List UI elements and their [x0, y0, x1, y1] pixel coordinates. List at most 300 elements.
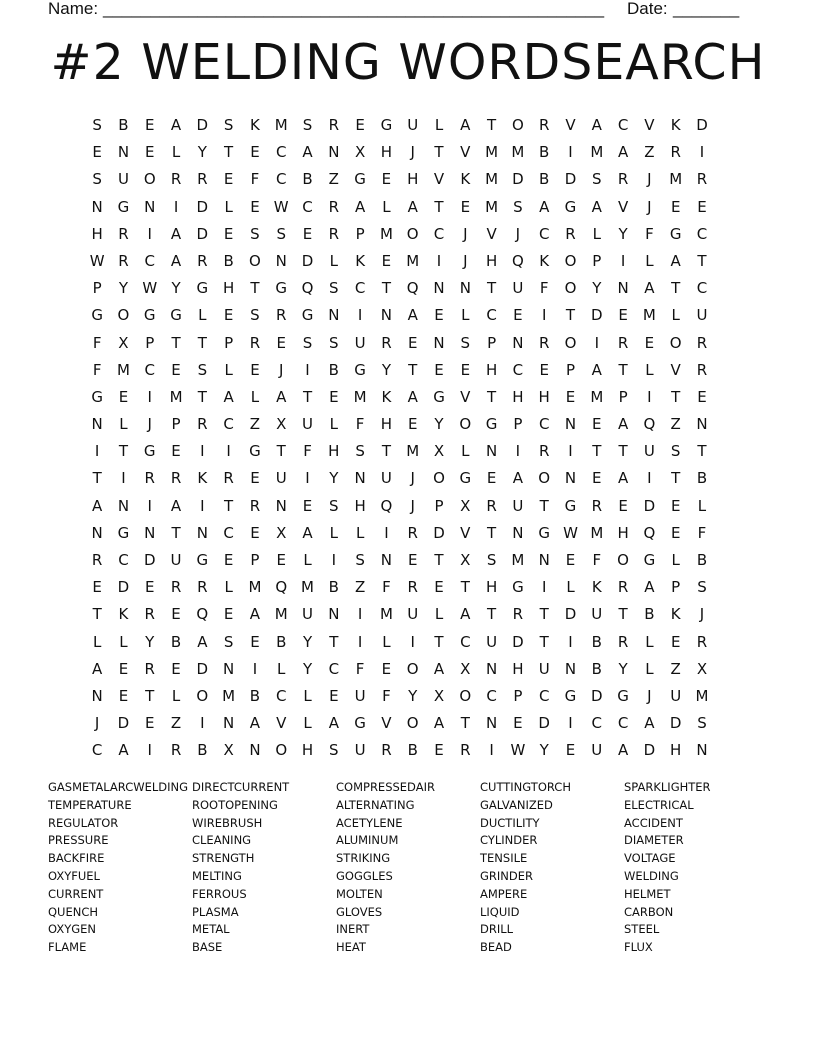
grid-letter: F: [303, 442, 312, 461]
grid-letter: E: [118, 387, 129, 406]
grid-letter: R: [696, 360, 708, 379]
grid-letter: G: [196, 279, 209, 298]
grid-letter: X: [433, 686, 445, 705]
grid-letter: G: [354, 360, 366, 379]
grid-letter: T: [539, 632, 549, 651]
word-list-item: FLAME: [48, 940, 87, 955]
grid-letter: A: [170, 224, 182, 243]
grid-letter: U: [591, 741, 603, 760]
grid-letter: T: [671, 469, 681, 488]
word-list-item: DUCTILITY: [480, 815, 540, 830]
grid-letter: Z: [644, 143, 655, 162]
grid-letter: R: [670, 143, 681, 162]
grid-letter: E: [670, 197, 681, 216]
grid-letter: I: [647, 469, 652, 488]
grid-letter: E: [145, 143, 155, 162]
grid-letter: A: [223, 387, 234, 406]
grid-letter: B: [276, 632, 287, 651]
grid-letter: L: [277, 659, 286, 678]
grid-letter: T: [460, 578, 470, 597]
word-list-item: STRENGTH: [192, 851, 255, 866]
grid-letter: L: [119, 632, 128, 651]
grid-letter: D: [643, 496, 656, 515]
grid-letter: N: [328, 143, 340, 162]
grid-letter: A: [302, 143, 313, 162]
grid-letter: I: [200, 442, 205, 461]
grid-letter: Y: [592, 279, 602, 298]
grid-letter: Y: [145, 632, 155, 651]
grid-letter: C: [512, 360, 524, 379]
grid-letter: E: [171, 442, 181, 461]
grid-letter: P: [355, 224, 365, 243]
grid-letter: M: [248, 578, 262, 597]
grid-letter: C: [91, 741, 103, 760]
grid-letter: K: [539, 251, 550, 270]
word-list-item: CYLINDER: [480, 833, 538, 848]
grid-letter: L: [303, 686, 312, 705]
grid-letter: T: [618, 442, 628, 461]
grid-letter: G: [459, 469, 472, 488]
grid-letter: E: [434, 578, 444, 597]
grid-letter: E: [460, 360, 471, 379]
word-list-item: BACKFIRE: [48, 851, 105, 866]
grid-letter: H: [617, 523, 629, 542]
word-list-item: PRESSURE: [48, 833, 109, 848]
grid-letter: J: [699, 605, 705, 624]
grid-letter: C: [617, 116, 629, 134]
grid-letter: I: [331, 551, 337, 569]
grid-letter: V: [381, 714, 392, 733]
grid-letter: R: [197, 251, 208, 270]
grid-letter: U: [302, 605, 314, 624]
grid-letter: S: [670, 442, 681, 461]
grid-letter: C: [486, 306, 497, 325]
grid-letter: V: [433, 170, 445, 189]
grid-letter: N: [485, 714, 498, 733]
grid-letter: C: [591, 714, 603, 733]
grid-letter: G: [170, 306, 182, 325]
grid-letter: S: [355, 442, 365, 461]
grid-letter: Z: [249, 415, 261, 434]
grid-letter: T: [460, 714, 470, 733]
grid-letter: U: [512, 279, 524, 298]
grid-letter: Y: [197, 143, 207, 162]
grid-letter: A: [617, 741, 629, 760]
grid-letter: F: [539, 279, 549, 298]
grid-letter: R: [223, 469, 234, 488]
grid-letter: O: [564, 251, 577, 270]
grid-letter: L: [434, 605, 444, 624]
grid-letter: N: [328, 306, 340, 325]
grid-letter: N: [564, 415, 577, 434]
grid-letter: I: [568, 143, 573, 162]
grid-letter: R: [617, 578, 629, 597]
date-label: Date:: [627, 0, 668, 18]
grid-letter: S: [92, 170, 102, 189]
grid-letter: T: [697, 251, 707, 270]
grid-letter: B: [696, 551, 708, 569]
grid-letter: E: [513, 306, 523, 325]
grid-letter: E: [145, 116, 155, 134]
grid-letter: B: [197, 741, 208, 760]
grid-letter: I: [541, 306, 547, 325]
grid-letter: Z: [328, 170, 339, 189]
grid-letter: E: [250, 469, 260, 488]
grid-letter: P: [145, 333, 155, 352]
word-list-item: ROOTOPENING: [192, 797, 278, 812]
grid-letter: I: [594, 333, 599, 352]
grid-letter: M: [353, 387, 367, 406]
word-list-item: GRINDER: [480, 868, 534, 883]
grid-letter: U: [670, 686, 682, 705]
grid-letter: R: [460, 741, 471, 760]
grid-letter: A: [460, 605, 471, 624]
grid-letter: V: [617, 197, 629, 216]
grid-letter: A: [170, 251, 182, 270]
grid-letter: T: [408, 360, 418, 379]
grid-letter: F: [355, 659, 365, 678]
grid-letter: E: [250, 632, 260, 651]
grid-letter: T: [434, 551, 444, 569]
grid-letter: A: [539, 197, 550, 216]
grid-letter: C: [617, 714, 629, 733]
grid-letter: G: [143, 442, 156, 461]
grid-letter: I: [699, 143, 705, 162]
grid-letter: L: [671, 551, 680, 569]
grid-letter: E: [618, 306, 628, 325]
grid-letter: E: [355, 116, 365, 134]
grid-letter: O: [617, 551, 629, 569]
grid-letter: S: [592, 170, 602, 189]
grid-letter: I: [410, 632, 415, 651]
grid-letter: H: [538, 387, 550, 406]
grid-letter: I: [568, 714, 573, 733]
grid-letter: G: [669, 224, 682, 243]
word-list-item: QUENCH: [48, 904, 99, 919]
grid-letter: T: [671, 387, 681, 406]
grid-letter: R: [617, 632, 629, 651]
grid-letter: L: [303, 551, 312, 569]
grid-letter: E: [302, 224, 313, 243]
word-list-item: BASE: [192, 940, 223, 955]
grid-letter: N: [564, 659, 577, 678]
grid-letter: F: [92, 360, 102, 379]
grid-letter: G: [512, 578, 524, 597]
grid-letter: F: [92, 333, 102, 352]
grid-letter: U: [275, 469, 287, 488]
grid-letter: R: [328, 197, 340, 216]
grid-letter: T: [302, 387, 313, 406]
grid-letter: G: [301, 306, 314, 325]
grid-letter: N: [249, 741, 261, 760]
grid-letter: D: [512, 632, 524, 651]
grid-letter: A: [591, 116, 602, 134]
grid-letter: V: [460, 387, 471, 406]
grid-letter: I: [357, 605, 363, 624]
grid-letter: M: [485, 143, 499, 162]
grid-letter: A: [512, 469, 524, 488]
word-list-item: GOGGLES: [336, 868, 393, 883]
grid-letter: C: [118, 551, 129, 569]
grid-letter: I: [515, 442, 521, 461]
word-list-item: PLASMA: [192, 904, 239, 919]
grid-letter: M: [669, 170, 683, 189]
grid-letter: H: [512, 387, 524, 406]
grid-letter: X: [223, 741, 234, 760]
grid-letter: Z: [670, 659, 681, 678]
grid-letter: B: [539, 143, 550, 162]
grid-letter: G: [643, 551, 656, 569]
grid-letter: R: [381, 741, 392, 760]
grid-letter: N: [696, 415, 708, 434]
grid-letter: I: [305, 469, 310, 488]
grid-letter: R: [249, 496, 261, 515]
grid-letter: R: [696, 170, 708, 189]
grid-letter: C: [538, 415, 550, 434]
grid-letter: E: [644, 333, 655, 352]
grid-letter: N: [538, 551, 550, 569]
word-list-item: ACCIDENT: [624, 815, 683, 830]
grid-letter: M: [695, 686, 709, 705]
grid-letter: I: [489, 741, 494, 760]
grid-letter: O: [406, 714, 419, 733]
grid-letter: I: [94, 442, 100, 461]
grid-letter: E: [697, 197, 707, 216]
word-list-item: HELMET: [624, 886, 671, 901]
grid-letter: M: [274, 605, 288, 624]
grid-letter: M: [406, 251, 420, 270]
grid-letter: I: [541, 578, 547, 597]
grid-letter: E: [250, 197, 260, 216]
grid-letter: N: [354, 469, 366, 488]
grid-letter: B: [302, 170, 313, 189]
grid-letter: U: [354, 333, 366, 352]
name-label: Name:: [48, 0, 99, 18]
grid-letter: V: [486, 224, 497, 243]
grid-letter: L: [224, 578, 233, 597]
grid-letter: Z: [170, 714, 182, 733]
word-list-item: FERROUS: [192, 886, 247, 901]
grid-letter: U: [117, 170, 129, 189]
word-list-item: WIREBRUSH: [192, 815, 263, 830]
grid-letter: R: [197, 170, 208, 189]
grid-letter: L: [382, 632, 391, 651]
grid-letter: T: [487, 387, 497, 406]
grid-letter: L: [461, 306, 470, 325]
grid-letter: A: [92, 496, 103, 515]
grid-letter: E: [407, 415, 418, 434]
grid-letter: H: [354, 496, 366, 515]
grid-letter: I: [357, 306, 363, 325]
grid-letter: G: [196, 551, 209, 569]
grid-letter: C: [223, 523, 234, 542]
grid-letter: O: [564, 333, 577, 352]
grid-letter: X: [433, 442, 445, 461]
grid-letter: T: [118, 442, 129, 461]
grid-letter: B: [118, 116, 129, 134]
grid-letter: L: [224, 197, 233, 216]
grid-letter: T: [197, 333, 207, 352]
grid-letter: E: [434, 306, 444, 325]
name-blank-line: _____________________________________________________: [103, 0, 605, 18]
grid-letter: P: [224, 333, 234, 352]
grid-letter: R: [407, 523, 418, 542]
grid-letter: F: [697, 523, 707, 542]
grid-letter: J: [279, 360, 284, 379]
grid-letter: J: [647, 686, 652, 705]
grid-letter: R: [197, 578, 208, 597]
grid-letter: S: [250, 224, 260, 243]
grid-letter: W: [273, 197, 289, 216]
grid-letter: S: [250, 306, 260, 325]
grid-letter: C: [354, 279, 366, 298]
grid-letter: D: [117, 714, 130, 733]
grid-letter: R: [565, 224, 576, 243]
grid-letter: G: [564, 686, 577, 705]
word-list-item: AMPERE: [480, 886, 528, 901]
grid-letter: S: [329, 333, 339, 352]
grid-letter: P: [434, 496, 444, 515]
grid-letter: R: [381, 333, 392, 352]
word-list: [48, 778, 768, 956]
grid-letter: G: [117, 523, 130, 542]
word-list-item: COMPRESSEDAIR: [336, 780, 435, 794]
grid-letter: H: [91, 224, 103, 243]
grid-letter: S: [197, 360, 208, 379]
grid-letter: T: [224, 496, 234, 515]
grid-letter: Q: [643, 523, 656, 542]
grid-letter: W: [142, 279, 158, 298]
grid-letter: O: [538, 469, 551, 488]
grid-letter: A: [170, 496, 182, 515]
grid-letter: N: [91, 197, 103, 216]
grid-letter: A: [433, 659, 445, 678]
word-list-item: TEMPERATURE: [48, 797, 132, 812]
grid-letter: D: [117, 578, 130, 597]
grid-letter: A: [433, 714, 445, 733]
grid-letter: E: [92, 578, 102, 597]
grid-letter: N: [380, 551, 393, 569]
grid-letter: T: [618, 360, 628, 379]
grid-letter: N: [223, 714, 235, 733]
grid-letter: E: [171, 659, 181, 678]
grid-letter: T: [434, 632, 444, 651]
grid-letter: N: [564, 469, 577, 488]
grid-letter: L: [92, 632, 102, 651]
grid-letter: R: [249, 333, 261, 352]
grid-letter: B: [223, 251, 234, 270]
grid-letter: H: [485, 251, 498, 270]
grid-letter: D: [564, 605, 577, 624]
grid-letter: E: [302, 496, 313, 515]
grid-letter: W: [563, 523, 578, 542]
grid-letter: N: [485, 442, 498, 461]
grid-letter: T: [92, 469, 102, 488]
grid-letter: O: [406, 659, 419, 678]
word-list-item: CURRENT: [48, 886, 104, 901]
grid-letter: X: [276, 415, 287, 434]
grid-letter: S: [276, 224, 286, 243]
grid-letter: E: [670, 632, 681, 651]
word-list-item: FLUX: [624, 940, 653, 955]
grid-letter: D: [591, 306, 603, 325]
grid-letter: U: [407, 605, 419, 624]
word-list-item: OXYFUEL: [48, 868, 100, 883]
grid-letter: C: [144, 251, 155, 270]
grid-letter: A: [617, 415, 629, 434]
grid-letter: E: [250, 360, 260, 379]
grid-letter: S: [329, 496, 339, 515]
grid-letter: A: [670, 251, 681, 270]
grid-letter: E: [670, 496, 681, 515]
word-list-item: ELECTRICAL: [624, 797, 694, 812]
grid-letter: H: [670, 741, 682, 760]
grid-letter: E: [381, 251, 392, 270]
grid-letter: Y: [118, 279, 129, 298]
grid-letter: C: [433, 224, 445, 243]
grid-letter: U: [354, 686, 366, 705]
grid-letter: L: [645, 659, 654, 678]
grid-letter: G: [485, 415, 498, 434]
grid-letter: O: [459, 686, 472, 705]
grid-letter: I: [357, 632, 363, 651]
grid-letter: N: [91, 415, 103, 434]
grid-letter: A: [407, 387, 418, 406]
grid-letter: U: [512, 496, 524, 515]
grid-letter: P: [513, 686, 523, 705]
grid-letter: D: [301, 251, 314, 270]
grid-letter: H: [380, 143, 393, 162]
grid-letter: I: [121, 469, 126, 488]
grid-letter: Y: [381, 360, 391, 379]
grid-letter: A: [617, 143, 629, 162]
grid-letter: M: [642, 306, 656, 325]
grid-letter: E: [118, 659, 129, 678]
grid-letter: E: [223, 551, 234, 569]
grid-letter: E: [381, 659, 392, 678]
grid-letter: Q: [196, 605, 209, 624]
word-list-item: GASMETALARCWELDING: [48, 780, 189, 794]
grid-letter: M: [116, 360, 130, 379]
word-list-item: VOLTAGE: [624, 851, 676, 866]
grid-letter: T: [171, 333, 181, 352]
grid-letter: D: [196, 116, 209, 134]
grid-letter: B: [696, 469, 708, 488]
word-list-item: OXYGEN: [48, 922, 96, 937]
grid-letter: X: [460, 551, 471, 569]
grid-letter: D: [591, 686, 603, 705]
grid-letter: P: [513, 415, 523, 434]
grid-letter: E: [670, 523, 681, 542]
grid-letter: F: [382, 578, 391, 597]
grid-letter: U: [407, 116, 419, 134]
page-title: #2 WELDING WORDSEARCH: [50, 34, 766, 91]
grid-letter: F: [250, 170, 260, 189]
grid-letter: K: [670, 116, 681, 134]
grid-letter: G: [538, 523, 550, 542]
grid-letter: N: [117, 143, 130, 162]
grid-letter: J: [94, 714, 100, 733]
grid-letter: B: [539, 170, 550, 189]
grid-letter: S: [223, 632, 234, 651]
grid-letter: B: [328, 360, 339, 379]
grid-letter: C: [302, 197, 313, 216]
grid-letter: B: [591, 659, 602, 678]
grid-letter: G: [354, 170, 366, 189]
grid-letter: T: [250, 279, 260, 298]
grid-letter: U: [170, 551, 182, 569]
grid-letter: P: [250, 551, 260, 569]
